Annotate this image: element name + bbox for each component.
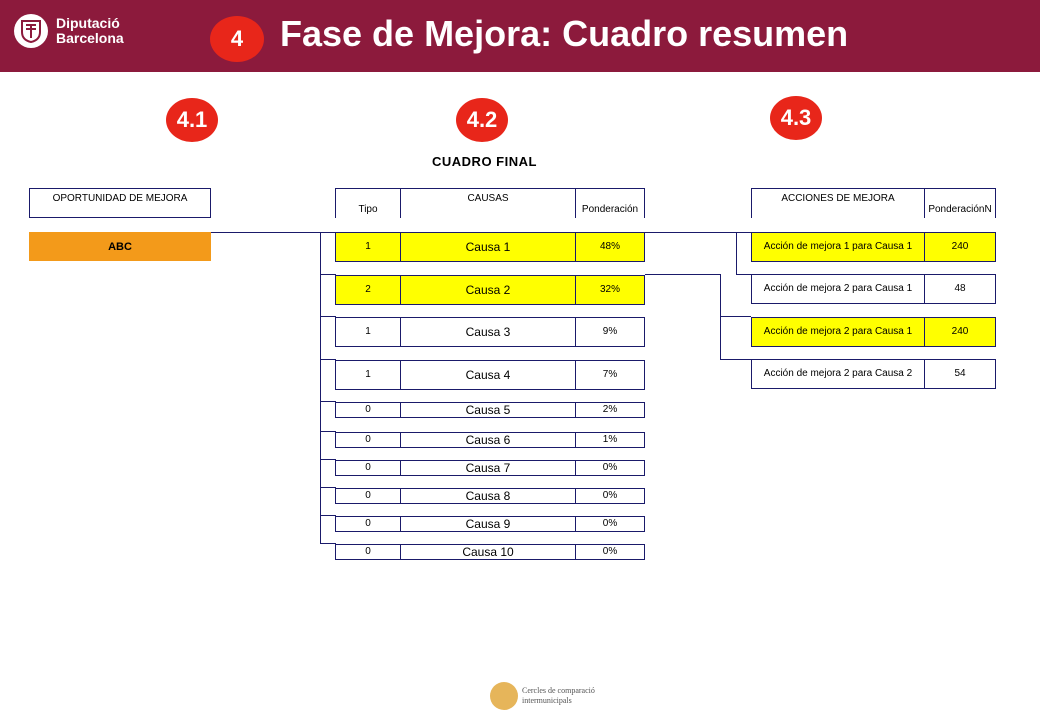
causa-name: Causa 3: [400, 317, 576, 347]
diputacio-logo: [14, 14, 124, 48]
causa-ponderacion: 1%: [575, 432, 645, 448]
causa-name: Causa 2: [400, 275, 576, 305]
accion-name: Acción de mejora 2 para Causa 2: [751, 359, 925, 389]
page-title: Fase de Mejora: Cuadro resumen: [280, 13, 849, 54]
causa-ponderacion: 2%: [575, 402, 645, 418]
ponderacion-column-header: Ponderación: [575, 188, 645, 218]
logo-line2: Barcelona: [56, 30, 124, 46]
causa-name: Causa 5: [400, 402, 576, 418]
logo-line1: Diputació: [56, 15, 120, 31]
acciones-ponderacion-header: PonderaciónN: [924, 188, 996, 218]
causa-name: Causa 6: [400, 432, 576, 448]
cercles-logo: [490, 682, 595, 710]
accion-ponderacion: 48: [924, 274, 996, 304]
causa-ponderacion: 0%: [575, 516, 645, 532]
connector-line: [320, 274, 336, 275]
causas-header: CAUSAS: [400, 188, 576, 218]
causa-name: Causa 1: [400, 232, 576, 262]
causa-ponderacion: 48%: [575, 232, 645, 262]
connector-line: [720, 359, 751, 360]
connector-line: [320, 359, 336, 360]
causa-name: Causa 7: [400, 460, 576, 476]
connector-line: [320, 401, 336, 402]
causa-tipo: 0: [335, 402, 401, 418]
connector-line: [720, 316, 751, 317]
connector-line: [320, 431, 336, 432]
acciones-header: ACCIONES DE MEJORA: [751, 188, 925, 218]
causa-tipo: 0: [335, 460, 401, 476]
tipo-column-header: Tipo: [335, 188, 401, 218]
oportunidad-header: OPORTUNIDAD DE MEJORA: [29, 188, 211, 218]
accion-ponderacion: 54: [924, 359, 996, 389]
cuadro-final-title: CUADRO FINAL: [432, 154, 537, 169]
causa-tipo: 0: [335, 544, 401, 560]
connector-line: [736, 274, 751, 275]
step-number: 4: [210, 16, 264, 62]
causa-ponderacion: 0%: [575, 488, 645, 504]
accion-ponderacion: 240: [924, 232, 996, 262]
causa-tipo: 1: [335, 317, 401, 347]
causa-tipo: 2: [335, 275, 401, 305]
causa-name: Causa 10: [400, 544, 576, 560]
causa-tipo: 0: [335, 516, 401, 532]
causa-ponderacion: 0%: [575, 460, 645, 476]
causa-name: Causa 4: [400, 360, 576, 390]
badge-4-1: 4.1: [166, 98, 218, 142]
connector-line: [320, 543, 336, 544]
causa-tipo: 1: [335, 360, 401, 390]
causa-tipo: 1: [335, 232, 401, 262]
badge-4-2: 4.2: [456, 98, 508, 142]
causa-ponderacion: 7%: [575, 360, 645, 390]
causa-ponderacion: 0%: [575, 544, 645, 560]
header-bar: [0, 0, 1040, 72]
connector-line: [320, 459, 336, 460]
causa-tipo: 0: [335, 432, 401, 448]
connector-line: [320, 316, 336, 317]
connector-line: [320, 515, 336, 516]
accion-ponderacion: 240: [924, 317, 996, 347]
connector-line: [211, 232, 336, 233]
badge-4-3: 4.3: [770, 96, 822, 140]
causa-name: Causa 8: [400, 488, 576, 504]
accion-name: Acción de mejora 2 para Causa 1: [751, 317, 925, 347]
accion-name: Acción de mejora 1 para Causa 1: [751, 232, 925, 262]
footer-line1: Cercles de comparació: [522, 686, 595, 695]
accion-name: Acción de mejora 2 para Causa 1: [751, 274, 925, 304]
connector-line: [320, 232, 321, 544]
footer-line2: intermunicipals: [522, 696, 572, 705]
coat-of-arms-icon: [14, 14, 48, 48]
causa-ponderacion: 32%: [575, 275, 645, 305]
causa-ponderacion: 9%: [575, 317, 645, 347]
globe-icon: [490, 682, 518, 710]
connector-line: [645, 274, 721, 275]
causa-name: Causa 9: [400, 516, 576, 532]
connector-line: [320, 487, 336, 488]
causa-tipo: 0: [335, 488, 401, 504]
oportunidad-value: ABC: [29, 232, 211, 261]
connector-line: [736, 232, 737, 274]
